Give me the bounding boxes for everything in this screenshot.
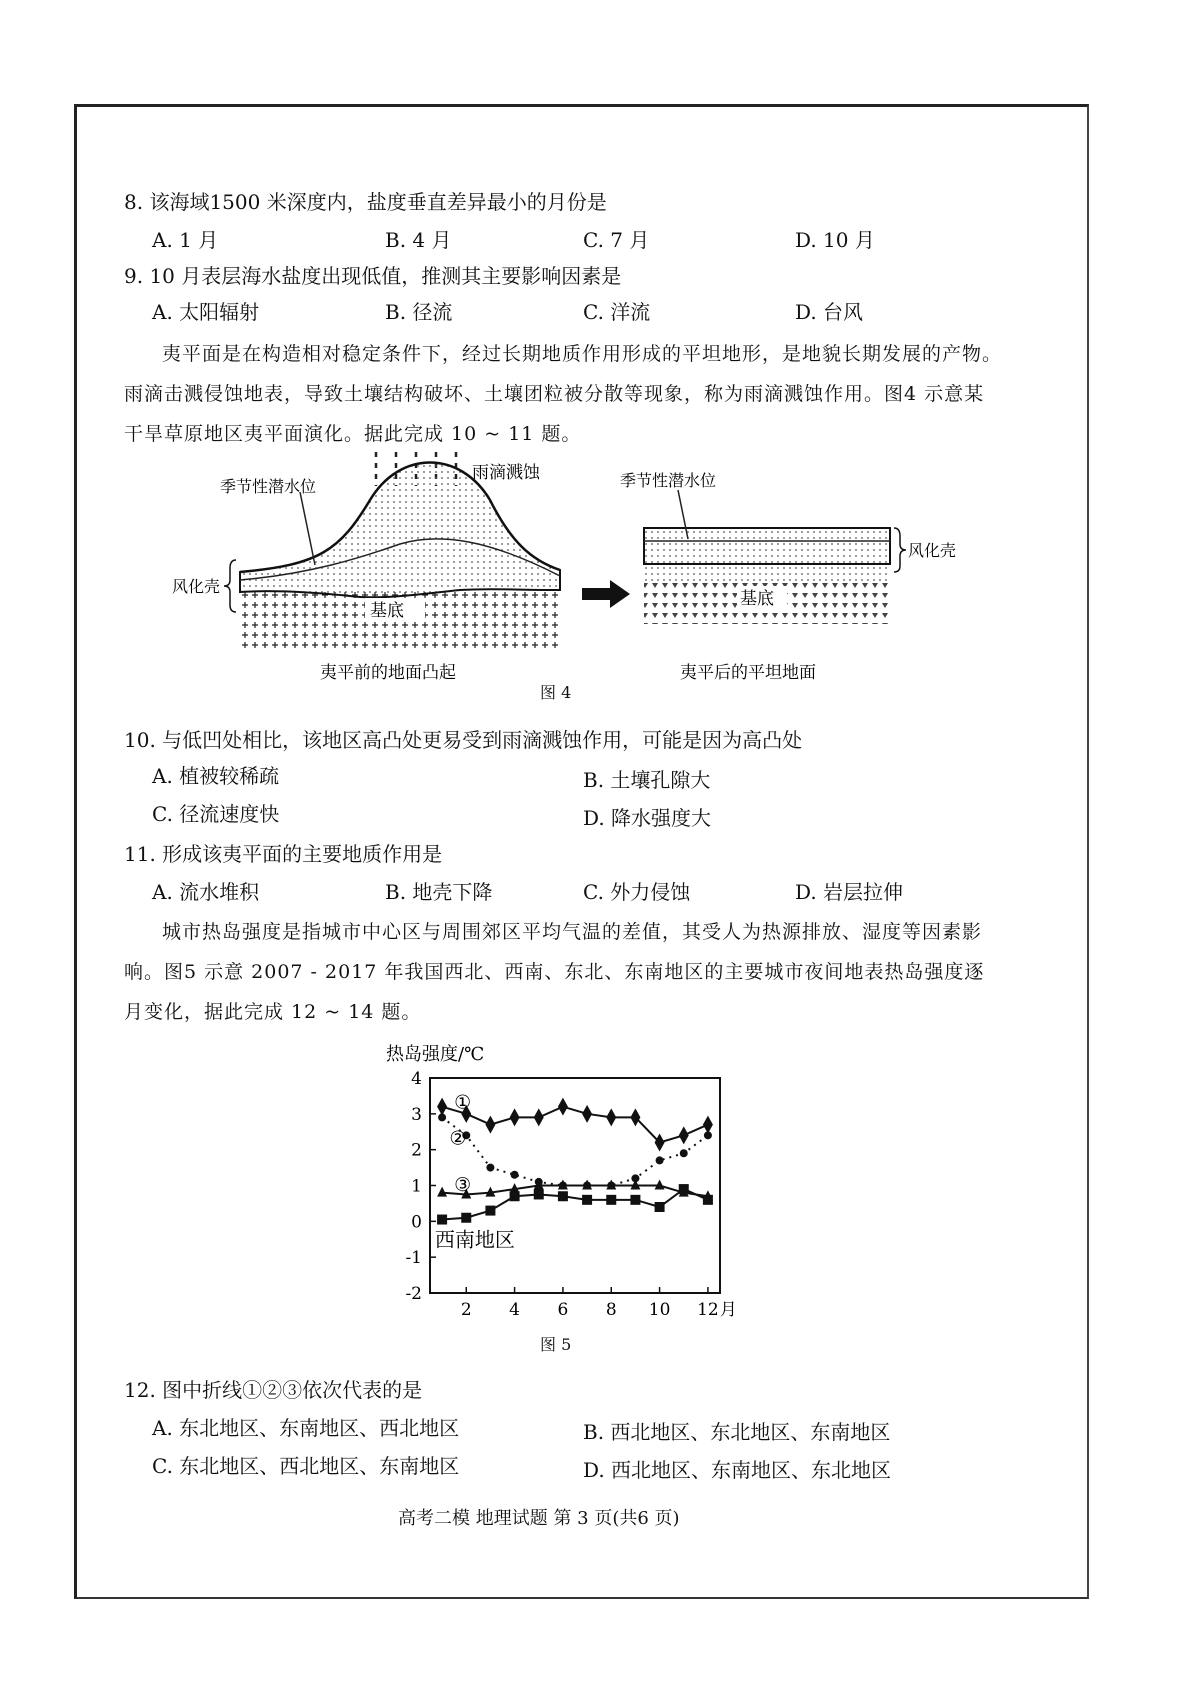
data-point [534,1108,544,1126]
intro-peneplain: 夷平面是在构造相对稳定条件下，经过长期地质作用形成的平坦地形，是地貌长期发展的产物。雨滴击溅侵蚀地表，导致土壤结构破坏、土壤团粒被分散等现象，称为雨滴溅蚀作用。图4 示意某干旱草原地区夷平面演化。据此完成 10 ~ 11 题。 [124,343,1003,445]
q11-option-c: C. 外力侵蚀 [583,880,691,904]
q11-option-a: A. 流水堆积 [152,880,260,904]
data-point [558,1191,568,1201]
q8-option-b: B. 4 月 [385,228,452,252]
q8-option-d: D. 10 月 [795,228,875,252]
figure-5-label: 图 5 [540,1335,572,1354]
q10-option-d: D. 降水强度大 [583,806,712,830]
data-point [704,1131,712,1139]
left-caption: 夷平前的地面凸起 [320,663,456,683]
data-point [680,1149,688,1157]
q9-option-c: C. 洋流 [583,300,651,324]
arrow-icon [582,580,630,608]
x-tick-label: 4 [509,1300,520,1320]
q8-stem: 8. 该海域1500 米深度内，盐度垂直差异最小的月份是 [124,190,607,214]
x-tick-label: 2 [460,1300,472,1320]
q8-option-a: A. 1 月 [152,228,219,252]
q8-option-c: C. 7 月 [583,228,650,252]
data-point [656,1156,664,1164]
y-tick-label: -1 [405,1248,422,1269]
left-water-table-label: 季节性潜水位 [220,477,317,496]
rain-label: 雨滴溅蚀 [472,463,540,483]
y-tick-label: -2 [405,1284,422,1304]
data-point [582,1195,592,1205]
data-point [485,1206,495,1216]
q12-option-b: B. 西北地区、东北地区、东南地区 [583,1420,891,1444]
right-caption: 夷平后的平坦地面 [680,663,816,683]
q12-option-a: A. 东北地区、东南地区、西北地区 [152,1416,460,1440]
data-point [437,1098,447,1116]
data-point [655,1202,665,1212]
data-point [630,1108,640,1126]
x-tick-label: 12 [697,1300,719,1320]
y-tick-label: 2 [411,1140,422,1161]
data-point [461,1213,471,1223]
x-tick-label: 10 [648,1300,671,1320]
left-bedrock-label: 基底 [370,601,404,621]
figure-5-chart [370,1028,750,1328]
x-axis-unit: 月 [719,1300,737,1320]
data-point [510,1108,520,1126]
q10-option-b: B. 土壤孔隙大 [583,768,711,792]
data-point [558,1098,568,1116]
data-point [437,1215,447,1225]
data-point [703,1195,713,1205]
series-line-1 [442,1107,708,1143]
data-point [510,1191,520,1201]
data-point [485,1116,495,1134]
x-tick-label: 8 [605,1300,617,1320]
right-weathering-area [644,528,890,564]
data-point [655,1134,665,1152]
data-point [534,1189,544,1199]
y-tick-label: 0 [411,1212,422,1233]
q9-stem: 9. 10 月表层海水盐度出现低值，推测其主要影响因素是 [124,264,622,288]
data-point [437,1187,447,1197]
series-label-3: ③ [454,1173,472,1196]
data-point [486,1164,494,1172]
q10-option-c: C. 径流速度快 [152,802,280,826]
data-point [606,1108,616,1126]
q12-option-d: D. 西北地区、东南地区、东北地区 [583,1458,892,1482]
data-point [703,1116,713,1134]
data-point [679,1126,689,1144]
data-point [438,1113,446,1121]
q10-stem: 10. 与低凹处相比，该地区高凸处更易受到雨滴溅蚀作用，可能是因为高凸处 [124,728,803,752]
page-footer: 高考二模 地理试题 第 3 页(共6 页) [398,1508,680,1529]
y-tick-label: 1 [411,1176,422,1197]
data-point [630,1195,640,1205]
q9-option-b: B. 径流 [385,300,453,324]
intro-heat-island: 城市热岛强度是指城市中心区与周围郊区平均气温的差值，其受人为热源排放、湿度等因素影响。图5 示意 2007 - 2017 年我国西北、西南、东北、东南地区的主要城市夜间地表热岛强度逐月变化，据此完成 12 ~ 14 题。 [124,921,985,1023]
y-axis-label: 热岛强度/℃ [386,1044,485,1065]
series-label-2: ② [449,1127,467,1150]
y-tick-label: 4 [411,1069,422,1089]
data-point [582,1105,592,1123]
q11-option-b: B. 地壳下降 [385,880,493,904]
q12-stem: 12. 图中折线①②③依次代表的是 [124,1378,423,1402]
series-line-3 [442,1186,708,1197]
right-weathering-label: 风化壳 [908,541,957,560]
q11-option-d: D. 岩层拉伸 [795,880,904,904]
q9-option-d: D. 台风 [795,300,864,324]
data-point [606,1195,616,1205]
figure-4-label: 图 4 [540,683,572,702]
right-bedrock-label: 基底 [740,589,774,609]
data-point [679,1184,689,1194]
series-label-4: 西南地区 [434,1227,515,1252]
q10-option-a: A. 植被较稀疏 [152,764,280,788]
q9-option-a: A. 太阳辐射 [152,300,260,324]
q12-option-c: C. 东北地区、西北地区、东南地区 [152,1454,460,1478]
series-line-2 [442,1117,708,1185]
figure-4 [170,440,957,700]
q11-stem: 11. 形成该夷平面的主要地质作用是 [124,842,443,866]
right-water-table-label: 季节性潜水位 [620,471,717,490]
y-tick-label: 3 [411,1104,422,1125]
x-tick-label: 6 [557,1300,569,1320]
data-point [511,1171,519,1179]
series-label-1: ① [454,1091,472,1114]
left-weathering-label: 风化壳 [172,577,221,596]
